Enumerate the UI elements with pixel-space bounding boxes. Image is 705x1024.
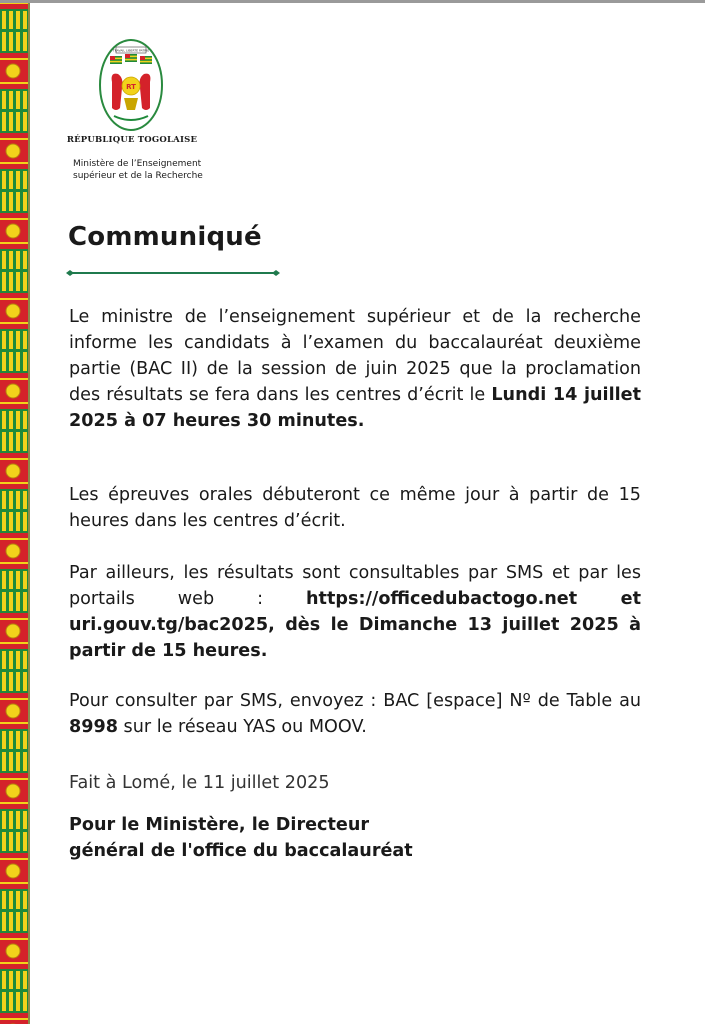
results-portals-and-date: https://officedubactogo.net et uri.gouv.tg/bac2025, dès le Dimanche 13 juillet 2025 à partir de 15 heures. bbox=[69, 589, 641, 661]
sms-short-number: 8998 bbox=[69, 717, 118, 737]
ministry-name bbox=[73, 158, 233, 182]
signature-line2: général de l'office du baccalauréat bbox=[69, 841, 413, 861]
svg-text:RT: RT bbox=[126, 83, 136, 91]
sms-network-text: sur le réseau YAS ou MOOV. bbox=[117, 717, 367, 737]
page-title: Communiqué bbox=[68, 222, 262, 252]
title-divider bbox=[66, 268, 280, 278]
results-access-paragraph bbox=[69, 560, 641, 664]
place-and-date: Fait à Lomé, le 11 juillet 2025 bbox=[69, 773, 330, 793]
sms-instructions-text: Pour consulter par SMS, envoyez : BAC [espace] Nº de Table au bbox=[69, 691, 641, 711]
ministry-name-line1: Ministère de l’Enseignement bbox=[73, 159, 202, 169]
kente-pattern-strip bbox=[0, 3, 30, 1024]
announcement-paragraph bbox=[69, 304, 641, 434]
results-access-text: Par ailleurs, les résultats sont consultables par SMS et par les portails web : bbox=[69, 563, 641, 609]
oral-exams-paragraph: Les épreuves orales débuteront ce même jour à partir de 15 heures dans les centres d’écrit. bbox=[69, 485, 641, 531]
signature-block bbox=[69, 812, 641, 864]
sms-instructions-paragraph bbox=[69, 688, 641, 740]
signature-line1: Pour le Ministère, le Directeur bbox=[69, 815, 370, 835]
country-name: RÉPUBLIQUE TOGOLAISE bbox=[66, 135, 198, 145]
kente-pattern-graphic bbox=[0, 3, 30, 1024]
announcement-text: Le ministre de l’enseignement supérieur et de la recherche informe les candidats à l’examen du baccalauréat deuxième partie (BAC II) de la session de juin 2025 que la proclamation des résultats se fera dans les centres d’écrit le bbox=[69, 307, 641, 405]
ministry-name-line2: supérieur et de la Recherche bbox=[73, 171, 203, 181]
coat-of-arms-emblem bbox=[98, 38, 164, 132]
top-border-line bbox=[0, 0, 705, 3]
svg-text:TRAVAIL LIBERTÉ PATRIE: TRAVAIL LIBERTÉ PATRIE bbox=[112, 48, 150, 53]
proclamation-datetime: Lundi 14 juillet 2025 à 07 heures 30 minutes. bbox=[69, 385, 641, 431]
